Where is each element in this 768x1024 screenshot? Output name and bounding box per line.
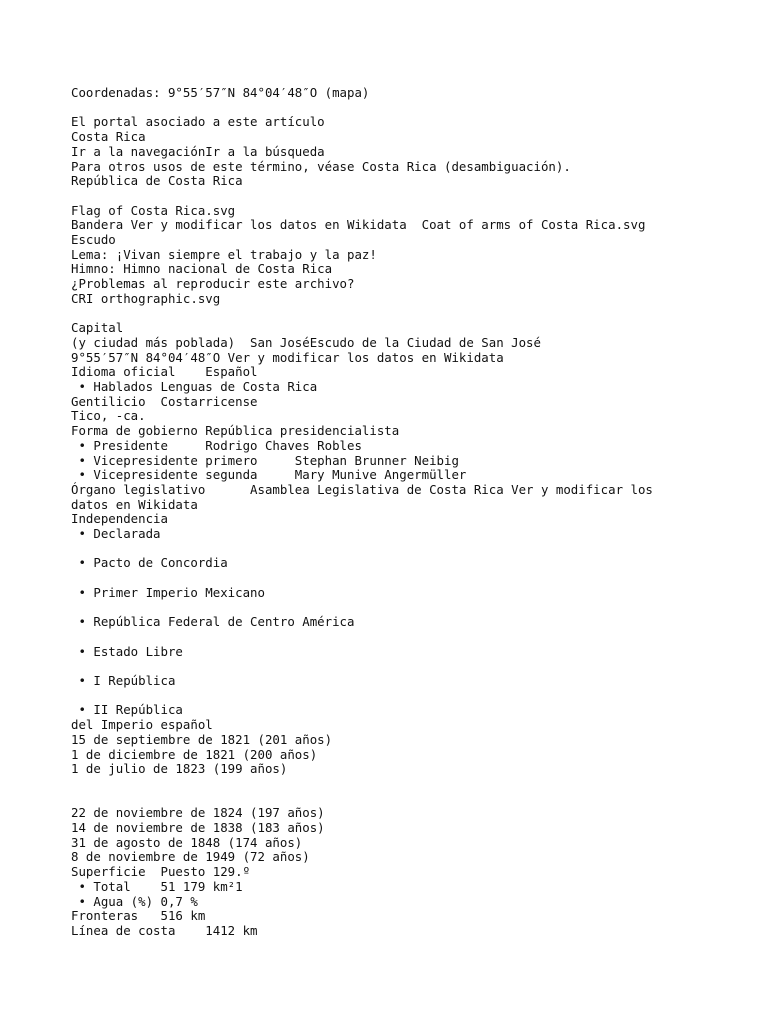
text-line: datos en Wikidata [71, 496, 198, 512]
text-line: Órgano legislativo Asamblea Legislativa de Costa Rica Ver y modificar los [71, 481, 653, 497]
text-line: Forma de gobierno República presidencialista [71, 423, 400, 439]
text-line: Coordenadas: 9°55′57″N 84°04′48″O (mapa) [71, 85, 370, 100]
text-line: Costa Rica [71, 129, 146, 145]
text-line: Idioma oficial Español [71, 364, 258, 380]
blank-line [71, 659, 711, 674]
text-line: Escudo [71, 232, 116, 247]
text-line: • Primer Imperio Mexicano [71, 584, 265, 600]
text-line: República de Costa Rica [71, 173, 243, 189]
blank-line [71, 101, 711, 116]
text-line: • Agua (%) 0,7 % [71, 893, 198, 909]
blank-line [71, 689, 711, 704]
text-line: ¿Problemas al reproducir este archivo? [71, 276, 355, 292]
blank-line [71, 542, 711, 557]
text-line: • Hablados Lenguas de Costa Rica [71, 379, 318, 395]
text-line: Lema: ¡Vivan siempre el trabajo y la paz! [71, 246, 377, 262]
text-line: • II República [71, 702, 183, 718]
text-line: Flag of Costa Rica.svg [71, 202, 236, 218]
text-line: El portal asociado a este artículo [71, 114, 325, 130]
text-line: 14 de noviembre de 1838 (183 años) [71, 819, 325, 835]
text-line: 9°55′57″N 84°04′48″O Ver y modificar los datos en Wikidata [71, 349, 504, 365]
document-text [71, 86, 711, 939]
text-line: 1 de julio de 1823 (199 años) [71, 761, 288, 777]
text-line: Fronteras 516 km [71, 908, 206, 924]
text-line: • Total 51 179 km²1 [71, 878, 243, 894]
text-line: • Pacto de Concordia [71, 555, 228, 571]
text-line: • Declarada [71, 526, 161, 542]
blank-line [71, 189, 711, 204]
blank-line [71, 307, 711, 322]
text-line: Gentilicio Costarricense [71, 393, 258, 409]
text-line: CRI orthographic.svg [71, 290, 221, 306]
text-line: • Presidente Rodrigo Chaves Robles [71, 437, 362, 453]
text-line: • Vicepresidente primero Stephan Brunner Neibig [71, 452, 459, 468]
text-line: 8 de noviembre de 1949 (72 años) [71, 849, 310, 865]
text-line: Himno: Himno nacional de Costa Rica [71, 261, 333, 277]
text-line: • República Federal de Centro América [71, 614, 355, 630]
text-line: Para otros usos de este término, véase Costa Rica (desambiguación). [71, 158, 571, 174]
text-line: del Imperio español [71, 717, 213, 733]
text-line: Capital [71, 320, 124, 336]
text-line: • Estado Libre [71, 643, 183, 659]
text-line: 31 de agosto de 1848 (174 años) [71, 834, 303, 850]
text-line: (y ciudad más poblada) San JoséEscudo de la Ciudad de San José [71, 334, 541, 350]
text-line: 15 de septiembre de 1821 (201 años) [71, 731, 333, 747]
text-line: Tico, -ca. [71, 408, 146, 424]
text-line: Línea de costa 1412 km [71, 922, 258, 938]
text-line: Bandera Ver y modificar los datos en Wikidata Coat of arms of Costa Rica.svg [71, 217, 646, 233]
text-line: • Vicepresidente segunda Mary Munive Angermüller [71, 467, 467, 483]
blank-line [71, 777, 711, 792]
blank-line [71, 630, 711, 645]
text-line: Ir a la navegaciónIr a la búsqueda [71, 143, 325, 159]
blank-line [71, 601, 711, 616]
text-line: 1 de diciembre de 1821 (200 años) [71, 746, 318, 762]
blank-line [71, 792, 711, 807]
text-line: 22 de noviembre de 1824 (197 años) [71, 805, 325, 821]
text-line: Superficie Puesto 129.º [71, 864, 251, 880]
text-line: • I República [71, 673, 176, 688]
blank-line [71, 571, 711, 586]
text-line: Independencia [71, 511, 168, 527]
